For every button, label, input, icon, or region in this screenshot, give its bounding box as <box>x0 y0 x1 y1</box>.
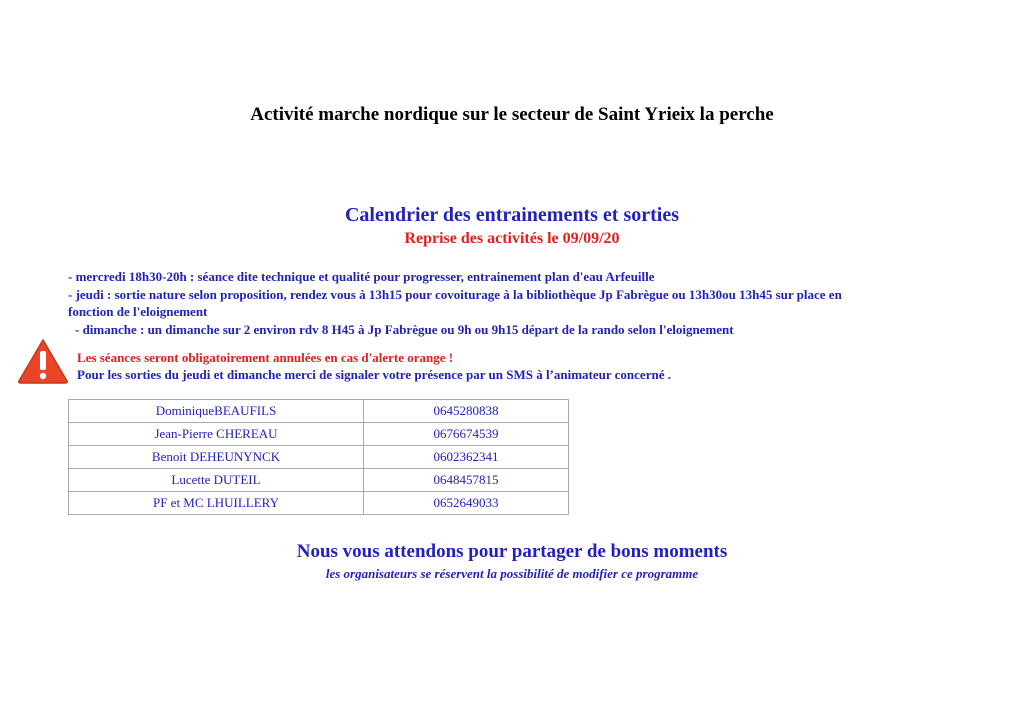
contact-name: Jean-Pierre CHEREAU <box>69 423 364 446</box>
warning-icon <box>17 337 69 385</box>
contact-phone: 0676674539 <box>364 423 569 446</box>
contacts-table <box>68 399 569 515</box>
table-row <box>69 492 569 515</box>
closing-message: Nous vous attendons pour partager de bons moments <box>296 541 728 562</box>
page-title: Activité marche nordique sur le secteur de Saint Yrieix la perche <box>250 104 774 125</box>
alert-sms-notice: Pour les sorties du jeudi et dimanche merci de signaler votre présence par un SMS à l’animateur concerné . <box>77 367 671 382</box>
contact-phone: 0648457815 <box>364 469 569 492</box>
alert-cancellation: Les séances seront obligatoirement annulées en cas d'alerte orange ! <box>77 350 454 365</box>
organizers-note: les organisateurs se réservent la possibilité de modifier ce programme <box>325 566 699 581</box>
calendar-title: Calendrier des entrainements et sorties <box>344 204 679 226</box>
schedule-thursday: - jeudi : sortie nature selon proposition, rendez vous à 13h15 pour covoiturage à la bibliothèque Jp Fabrègue ou 13h30ou 13h45 sur place en <box>68 286 842 302</box>
contact-phone: 0652649033 <box>364 492 569 515</box>
schedule-list <box>68 268 968 338</box>
reprise-date: Reprise des activités le 09/09/20 <box>404 230 620 247</box>
schedule-wednesday: - mercredi 18h30-20h : séance dite technique et qualité pour progresser, entrainement plan d'eau Arfeuille <box>68 269 655 284</box>
table-row <box>69 400 569 423</box>
contact-name: DominiqueBEAUFILS <box>69 400 364 423</box>
table-row <box>69 446 569 469</box>
contact-name: PF et MC LHUILLERY <box>69 492 364 515</box>
table-row <box>69 423 569 446</box>
contact-phone: 0645280838 <box>364 400 569 423</box>
schedule-sunday: - dimanche : un dimanche sur 2 environ rdv 8 H45 à Jp Fabrègue ou 9h ou 9h15 départ de la rando selon l'eloignement <box>75 321 734 337</box>
schedule-thursday-cont: fonction de l'eloignement <box>68 304 208 319</box>
table-row <box>69 469 569 492</box>
contact-name: Benoit DEHEUNYNCK <box>69 446 364 469</box>
contact-name: Lucette DUTEIL <box>69 469 364 492</box>
contact-phone: 0602362341 <box>364 446 569 469</box>
